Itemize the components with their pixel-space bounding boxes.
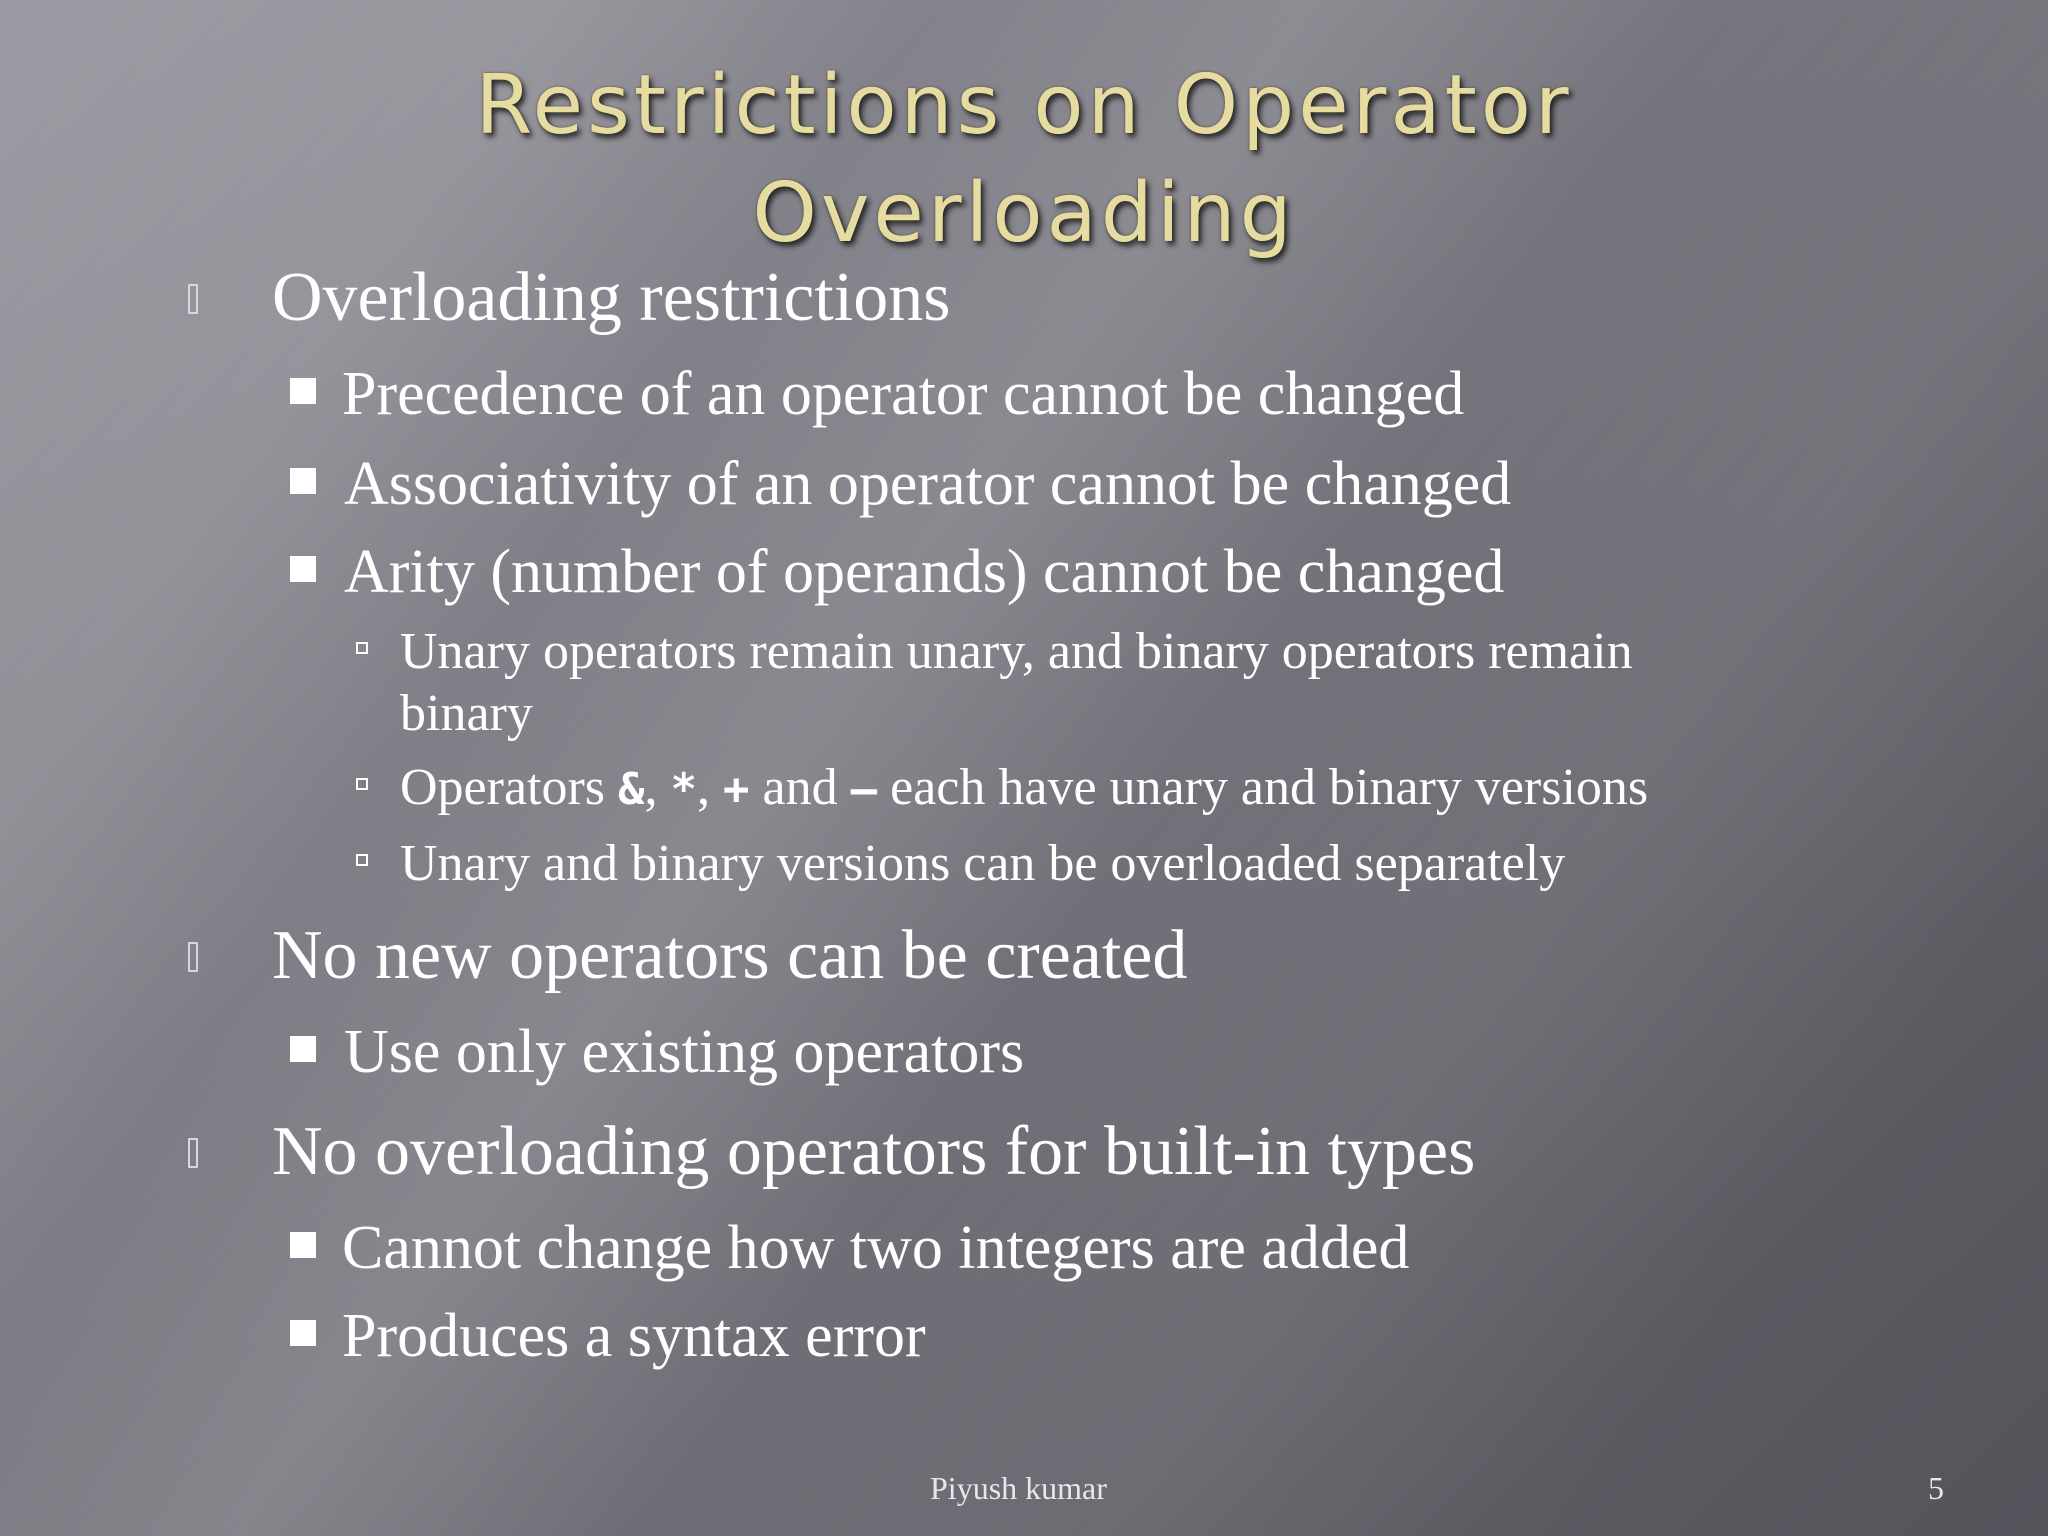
filled-square-bullet-icon bbox=[290, 1320, 316, 1346]
operator-minus: – bbox=[850, 764, 878, 815]
bullet-level-2: Precedence of an operator cannot be changed bbox=[342, 360, 1465, 428]
operators-and: and bbox=[749, 759, 851, 816]
operators-suffix: each have unary and binary versions bbox=[877, 759, 1649, 816]
filled-square-bullet-icon bbox=[290, 1232, 316, 1258]
bullet-level-3 bbox=[400, 758, 1648, 820]
bullet-level-1: No overloading operators for built-in types bbox=[272, 1113, 1476, 1190]
bullet-level-2: Associativity of an operator cannot be changed bbox=[344, 450, 1512, 518]
separator: , bbox=[644, 759, 671, 816]
footer-author: Piyush kumar bbox=[930, 1470, 1107, 1506]
separator: , bbox=[697, 759, 724, 816]
bullet-level-2: Produces a syntax error bbox=[342, 1302, 926, 1370]
operator-ampersand: & bbox=[618, 764, 645, 815]
hollow-rectangle-bullet-icon bbox=[188, 942, 198, 972]
hollow-square-bullet-icon bbox=[356, 854, 368, 866]
filled-square-bullet-icon bbox=[290, 556, 316, 582]
bullet-level-3-continuation: binary bbox=[400, 685, 533, 742]
hollow-square-bullet-icon bbox=[356, 778, 368, 790]
bullet-level-3: Unary and binary versions can be overloaded separately bbox=[400, 835, 1566, 892]
operator-asterisk: * bbox=[670, 764, 698, 815]
bullet-level-2: Arity (number of operands) cannot be changed bbox=[344, 538, 1505, 606]
slide-title-line-2: Overloading bbox=[752, 166, 1296, 261]
bullet-level-1: Overloading restrictions bbox=[272, 259, 951, 336]
operators-prefix: Operators bbox=[400, 759, 619, 816]
hollow-rectangle-bullet-icon bbox=[188, 284, 198, 314]
filled-square-bullet-icon bbox=[290, 1036, 316, 1062]
hollow-square-bullet-icon bbox=[356, 642, 368, 654]
hollow-rectangle-bullet-icon bbox=[188, 1138, 198, 1168]
slide-title-line-1: Restrictions on Operator bbox=[475, 58, 1573, 153]
bullet-level-3: Unary operators remain unary, and binary operators remain bbox=[400, 623, 1633, 680]
footer-page-number: 5 bbox=[1928, 1470, 1944, 1506]
bullet-level-2: Cannot change how two integers are added bbox=[342, 1214, 1410, 1282]
filled-square-bullet-icon bbox=[290, 468, 316, 494]
filled-square-bullet-icon bbox=[290, 378, 316, 404]
operator-plus: + bbox=[723, 764, 750, 815]
bullet-level-1: No new operators can be created bbox=[272, 917, 1188, 994]
bullet-level-2: Use only existing operators bbox=[344, 1018, 1025, 1086]
